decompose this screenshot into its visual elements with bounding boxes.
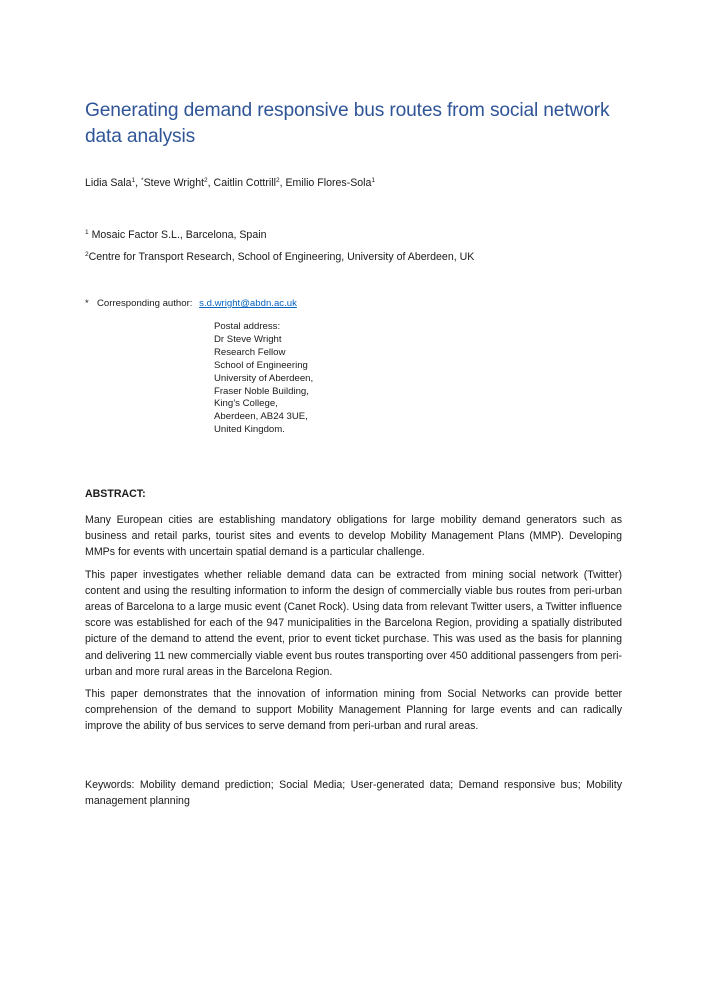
postal-line: Aberdeen, AB24 3UE, xyxy=(214,411,308,423)
author: Emilio Flores-Sola$^1$ xyxy=(285,177,376,189)
corresponding-author xyxy=(85,297,297,310)
paper-title: Generating demand responsive bus routes from social network data analysis xyxy=(85,100,610,147)
corresponding-label: Corresponding author: xyxy=(97,298,193,309)
affiliation: $^2$Centre for Transport Research, School of Engineering, University of Aberdeen, UK xyxy=(85,251,475,263)
author: Caitlin Cottrill$^2$, xyxy=(213,177,286,189)
postal-line: United Kingdom. xyxy=(214,424,285,436)
author-list xyxy=(85,176,375,190)
postal-line: Dr Steve Wright xyxy=(214,333,282,345)
postal-line: School of Engineering xyxy=(214,359,308,371)
postal-line: King’s College, xyxy=(214,398,278,410)
postal-line: University of Aberdeen, xyxy=(214,372,314,384)
abstract-paragraph: Many European cities are establishing mandatory obligations for large mobility demand generators such as business and retail parks, tourist sites and events to develop Mobility Management Plans (MMP). Developing MMPs for events with uncertain spatial demand is a particular challenge. xyxy=(85,514,622,559)
abstract-body xyxy=(85,512,622,741)
abstract-heading: ABSTRACT: xyxy=(85,488,146,500)
affiliation: $^1$ Mosaic Factor S.L., Barcelona, Spain xyxy=(85,229,267,241)
author: *Steve Wright$^2$, xyxy=(141,177,214,189)
author: Lidia Sala$^1$, xyxy=(85,177,142,189)
keywords: Keywords: Mobility demand prediction; Social Media; User-generated data; Demand responsive bus; Mobility management planning xyxy=(85,779,622,808)
postal-address xyxy=(214,321,313,437)
postal-line: Fraser Noble Building, xyxy=(214,385,309,397)
asterisk-marker: * xyxy=(85,298,89,309)
postal-line: Research Fellow xyxy=(214,346,286,358)
email-link[interactable]: s.d.wright@abdn.ac.uk xyxy=(199,298,297,309)
postal-line: Postal address: xyxy=(214,321,281,332)
abstract-paragraph: This paper investigates whether reliable demand data can be extracted from mining social network (Twitter) content and using the resulting information to inform the design of commercially viable bus routes from peri-urban areas of Barcelona to a large music event (Canet Rock). Using data from relevant Twitter users, a Twitter influence score was established for each of the 947 municipalities in the Barcelona Region, providing a spatially distributed picture of the demand to attend the event, prior to event ticket purchase. This was used as the basis for planning and delivering 11 new commercially viable event bus routes transporting over 450 additional passengers from peri-urban and more rural areas in the Barcelona Region. xyxy=(85,568,622,678)
abstract-paragraph: This paper demonstrates that the innovation of information mining from Social Networks can provide better comprehension of the demand to support Mobility Management Planning for large events and can radically improve the ability of bus services to serve demand from peri-urban and rural areas. xyxy=(85,688,622,733)
